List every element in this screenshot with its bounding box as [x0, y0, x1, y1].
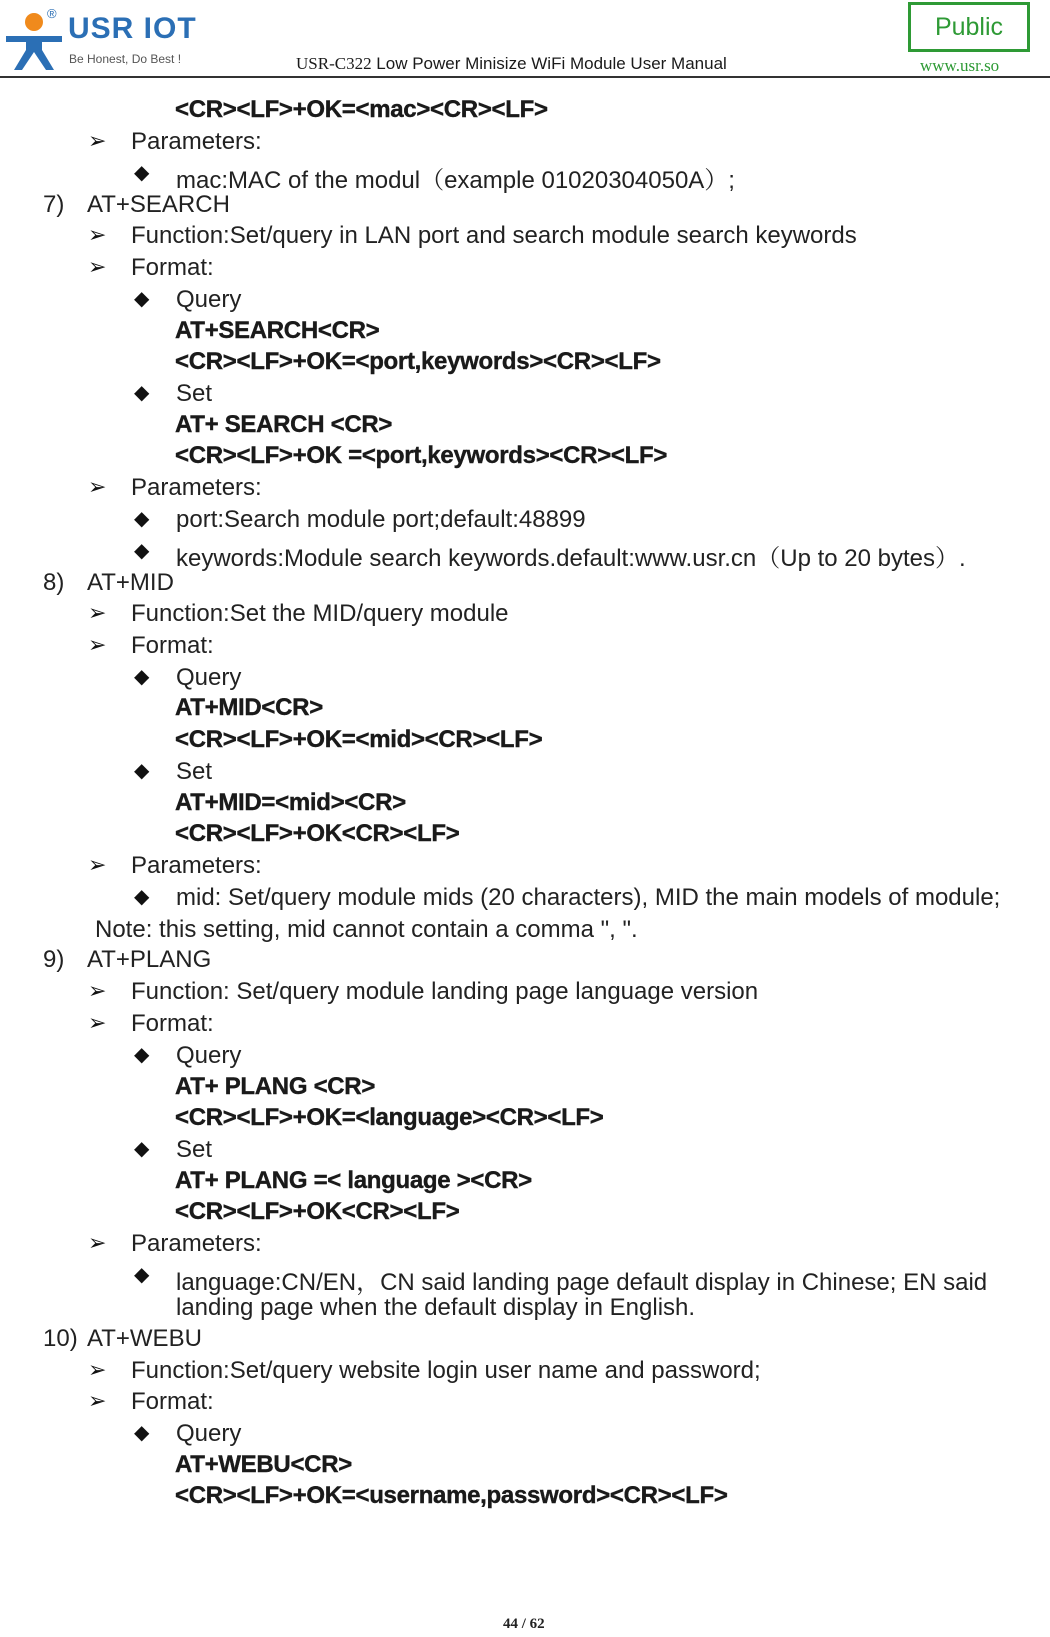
- diamond-bullet-icon: ◆: [134, 666, 150, 688]
- note-text: Note: this setting, mid cannot contain a comma ", ".: [95, 916, 638, 943]
- arrow-item-text: Format:: [131, 254, 214, 281]
- arrow-item-text: Function:Set the MID/query module: [131, 600, 509, 627]
- title-rest: Low Power Minisize WiFi Module User Manual: [371, 54, 727, 73]
- title-model: USR-C322: [296, 54, 372, 73]
- diamond-bullet-icon: ◆: [134, 162, 150, 184]
- diamond-bullet-icon: ◆: [134, 1264, 150, 1286]
- section-number: 10): [43, 1325, 78, 1352]
- arrow-item-text: Function:Set/query in LAN port and search module search keywords: [131, 222, 857, 249]
- diamond-bullet-icon: ◆: [134, 1044, 150, 1066]
- logo-slogan: Be Honest, Do Best !: [69, 52, 182, 66]
- arrow-bullet-icon: ➢: [88, 254, 107, 279]
- at-command-line: AT+ PLANG =< language ><CR>: [175, 1167, 532, 1194]
- section-heading: AT+PLANG: [87, 946, 212, 973]
- diamond-bullet-icon: ◆: [134, 886, 150, 908]
- arrow-item-text: Parameters:: [131, 852, 262, 879]
- at-command-line: <CR><LF>+OK =<port,keywords><CR><LF>: [175, 442, 668, 469]
- at-command-line: AT+MID=<mid><CR>: [175, 789, 406, 816]
- diamond-item-text: Set: [176, 380, 213, 407]
- diamond-item-text: Set: [176, 1136, 213, 1163]
- section-number: 7): [43, 191, 65, 218]
- at-command-line: AT+WEBU<CR>: [175, 1451, 352, 1478]
- arrow-item-text: Parameters:: [131, 128, 262, 155]
- diamond-item-text: Set: [176, 758, 213, 785]
- arrow-item-text: Function:Set/query website login user name and password;: [131, 1357, 761, 1384]
- diamond-bullet-icon: ◆: [134, 540, 150, 562]
- arrow-item-text: Function: Set/query module landing page language version: [131, 978, 759, 1005]
- at-command-line: <CR><LF>+OK=<mid><CR><LF>: [175, 726, 543, 753]
- arrow-bullet-icon: ➢: [88, 128, 107, 153]
- diamond-item-text: language:CN/EN，CN said landing page default display in Chinese; EN said: [176, 1269, 988, 1296]
- public-badge: Public: [908, 2, 1030, 52]
- document-title: [296, 54, 727, 74]
- at-command-line: AT+ PLANG <CR>: [175, 1073, 376, 1100]
- diamond-item-text: port:Search module port;default:48899: [176, 506, 586, 533]
- diamond-bullet-icon: ◆: [134, 1138, 150, 1160]
- arrow-bullet-icon: ➢: [88, 474, 107, 499]
- arrow-bullet-icon: ➢: [88, 1357, 107, 1382]
- diamond-item-text: mac:MAC of the modul（example 01020304050A）;: [176, 167, 735, 194]
- at-command-line: <CR><LF>+OK=<username,password><CR><LF>: [175, 1482, 728, 1509]
- at-command-line: <CR><LF>+OK=<language><CR><LF>: [175, 1104, 604, 1131]
- registered-mark: ®: [47, 6, 57, 21]
- diamond-bullet-icon: ◆: [134, 1422, 150, 1444]
- at-command-line: AT+SEARCH<CR>: [175, 317, 380, 344]
- at-command-line: <CR><LF>+OK<CR><LF>: [175, 820, 460, 847]
- diamond-item-text: Query: [176, 1420, 242, 1447]
- diamond-item-text: mid: Set/query module mids (20 characters), MID the main models of module;: [176, 884, 1001, 911]
- diamond-item-text: Query: [176, 286, 242, 313]
- arrow-bullet-icon: ➢: [88, 600, 107, 625]
- diamond-bullet-icon: ◆: [134, 382, 150, 404]
- arrow-bullet-icon: ➢: [88, 978, 107, 1003]
- diamond-item-text: keywords:Module search keywords.default:www.usr.cn（Up to 20 bytes）.: [176, 545, 966, 572]
- arrow-item-text: Format:: [131, 1010, 214, 1037]
- at-command-line: <CR><LF>+OK=<port,keywords><CR><LF>: [175, 348, 661, 375]
- section-heading: AT+WEBU: [87, 1325, 202, 1352]
- arrow-item-text: Format:: [131, 1388, 214, 1415]
- diamond-item-text: Query: [176, 1042, 242, 1069]
- arrow-item-text: Format:: [131, 632, 214, 659]
- diamond-bullet-icon: ◆: [134, 508, 150, 530]
- arrow-bullet-icon: ➢: [88, 222, 107, 247]
- header-divider: [0, 76, 1050, 78]
- continuation-text: landing page when the default display in English.: [176, 1294, 696, 1321]
- arrow-bullet-icon: ➢: [88, 1010, 107, 1035]
- arrow-bullet-icon: ➢: [88, 852, 107, 877]
- arrow-item-text: Parameters:: [131, 474, 262, 501]
- arrow-bullet-icon: ➢: [88, 632, 107, 657]
- arrow-bullet-icon: ➢: [88, 1230, 107, 1255]
- diamond-bullet-icon: ◆: [134, 760, 150, 782]
- logo-text: USR IOT: [68, 12, 197, 45]
- website-link[interactable]: www.usr.so: [920, 56, 1000, 75]
- page-number: 44 / 62: [503, 1616, 545, 1632]
- at-command-line: <CR><LF>+OK=<mac><CR><LF>: [175, 96, 548, 123]
- at-command-line: <CR><LF>+OK<CR><LF>: [175, 1198, 460, 1225]
- arrow-item-text: Parameters:: [131, 1230, 262, 1257]
- section-number: 8): [43, 569, 65, 596]
- diamond-item-text: Query: [176, 664, 242, 691]
- section-heading: AT+MID: [87, 569, 174, 596]
- diamond-bullet-icon: ◆: [134, 288, 150, 310]
- arrow-bullet-icon: ➢: [88, 1388, 107, 1413]
- section-number: 9): [43, 946, 65, 973]
- at-command-line: AT+ SEARCH <CR>: [175, 411, 393, 438]
- section-heading: AT+SEARCH: [87, 191, 230, 218]
- at-command-line: AT+MID<CR>: [175, 694, 323, 721]
